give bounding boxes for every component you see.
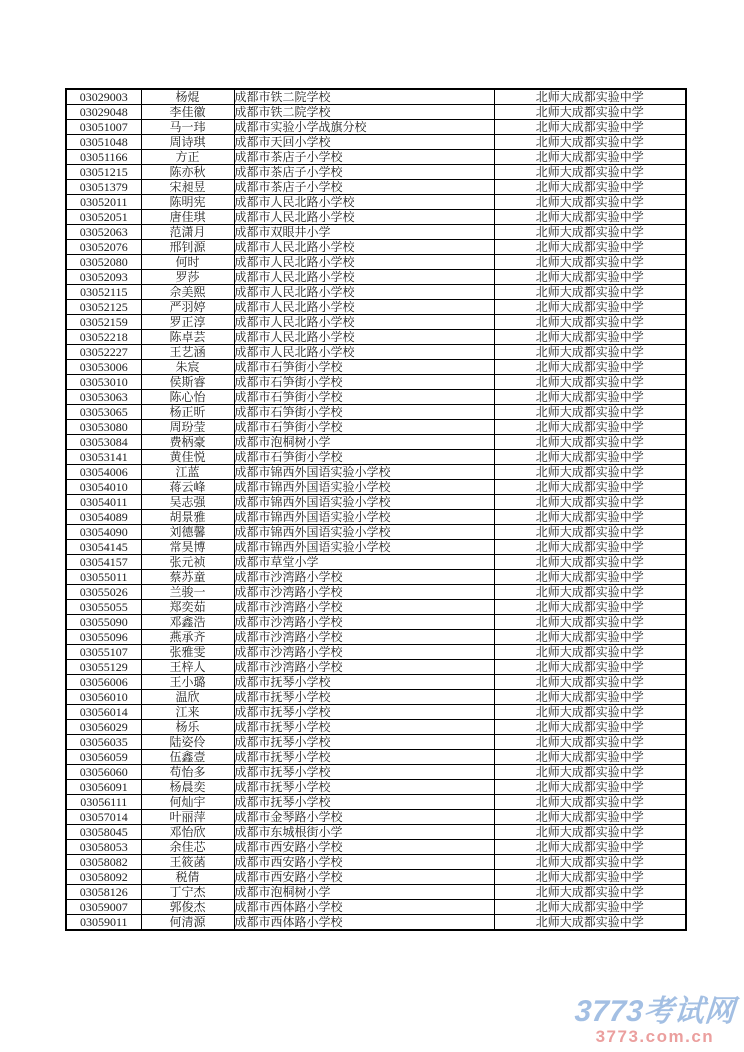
cell-student-name: 杨乐 <box>141 720 234 735</box>
cell-exam-id: 03055129 <box>66 660 141 675</box>
table-row <box>66 135 686 150</box>
cell-admitted-school: 北师大成都实验中学 <box>494 225 686 240</box>
cell-student-name: 伍鑫壹 <box>141 750 234 765</box>
cell-student-name: 苟怡多 <box>141 765 234 780</box>
cell-primary-school: 成都市人民北路小学校 <box>234 330 494 345</box>
cell-admitted-school: 北师大成都实验中学 <box>494 825 686 840</box>
table-row <box>66 630 686 645</box>
table-row <box>66 345 686 360</box>
cell-student-name: 陈卓芸 <box>141 330 234 345</box>
cell-primary-school: 成都市西体路小学校 <box>234 915 494 931</box>
cell-primary-school: 成都市草堂小学 <box>234 555 494 570</box>
table-row <box>66 465 686 480</box>
cell-primary-school: 成都市铁二院学校 <box>234 89 494 105</box>
cell-admitted-school: 北师大成都实验中学 <box>494 480 686 495</box>
table-row <box>66 420 686 435</box>
cell-exam-id: 03057014 <box>66 810 141 825</box>
cell-exam-id: 03029003 <box>66 89 141 105</box>
cell-student-name: 江来 <box>141 705 234 720</box>
table-row <box>66 900 686 915</box>
table-row <box>66 810 686 825</box>
table-row <box>66 660 686 675</box>
table-row <box>66 825 686 840</box>
cell-student-name: 余佳芯 <box>141 840 234 855</box>
cell-primary-school: 成都市西安路小学校 <box>234 870 494 885</box>
cell-admitted-school: 北师大成都实验中学 <box>494 89 686 105</box>
cell-admitted-school: 北师大成都实验中学 <box>494 240 686 255</box>
table-row <box>66 870 686 885</box>
cell-student-name: 费柄豪 <box>141 435 234 450</box>
cell-student-name: 王艺涵 <box>141 345 234 360</box>
cell-exam-id: 03053084 <box>66 435 141 450</box>
table-row <box>66 300 686 315</box>
table-row <box>66 570 686 585</box>
table-row <box>66 915 686 931</box>
cell-admitted-school: 北师大成都实验中学 <box>494 330 686 345</box>
cell-student-name: 陈明宪 <box>141 195 234 210</box>
cell-primary-school: 成都市沙湾路小学校 <box>234 600 494 615</box>
cell-primary-school: 成都市人民北路小学校 <box>234 315 494 330</box>
cell-primary-school: 成都市抚琴小学校 <box>234 780 494 795</box>
cell-exam-id: 03054090 <box>66 525 141 540</box>
cell-primary-school: 成都市双眼井小学 <box>234 225 494 240</box>
table-row <box>66 690 686 705</box>
cell-exam-id: 03051215 <box>66 165 141 180</box>
table-row <box>66 705 686 720</box>
cell-admitted-school: 北师大成都实验中学 <box>494 720 686 735</box>
table-row <box>66 180 686 195</box>
cell-student-name: 刘德馨 <box>141 525 234 540</box>
cell-primary-school: 成都市锦西外国语实验小学校 <box>234 495 494 510</box>
cell-primary-school: 成都市锦西外国语实验小学校 <box>234 480 494 495</box>
cell-exam-id: 03055090 <box>66 615 141 630</box>
cell-student-name: 温欣 <box>141 690 234 705</box>
cell-admitted-school: 北师大成都实验中学 <box>494 525 686 540</box>
cell-admitted-school: 北师大成都实验中学 <box>494 285 686 300</box>
cell-student-name: 黄佳悦 <box>141 450 234 465</box>
cell-admitted-school: 北师大成都实验中学 <box>494 705 686 720</box>
cell-student-name: 周诗琪 <box>141 135 234 150</box>
cell-exam-id: 03053006 <box>66 360 141 375</box>
cell-student-name: 郑奕茹 <box>141 600 234 615</box>
cell-admitted-school: 北师大成都实验中学 <box>494 255 686 270</box>
cell-student-name: 吴志强 <box>141 495 234 510</box>
cell-primary-school: 成都市石笋街小学校 <box>234 360 494 375</box>
cell-exam-id: 03052063 <box>66 225 141 240</box>
cell-primary-school: 成都市人民北路小学校 <box>234 255 494 270</box>
cell-exam-id: 03054010 <box>66 480 141 495</box>
cell-student-name: 马一玮 <box>141 120 234 135</box>
table-row <box>66 270 686 285</box>
cell-primary-school: 成都市西安路小学校 <box>234 855 494 870</box>
cell-admitted-school: 北师大成都实验中学 <box>494 450 686 465</box>
cell-admitted-school: 北师大成都实验中学 <box>494 495 686 510</box>
cell-exam-id: 03052051 <box>66 210 141 225</box>
cell-student-name: 燕承齐 <box>141 630 234 645</box>
cell-exam-id: 03052076 <box>66 240 141 255</box>
cell-primary-school: 成都市泡桐树小学 <box>234 435 494 450</box>
cell-exam-id: 03053063 <box>66 390 141 405</box>
table-row <box>66 210 686 225</box>
cell-exam-id: 03059007 <box>66 900 141 915</box>
cell-student-name: 张元祯 <box>141 555 234 570</box>
cell-exam-id: 03055026 <box>66 585 141 600</box>
cell-admitted-school: 北师大成都实验中学 <box>494 630 686 645</box>
cell-exam-id: 03053010 <box>66 375 141 390</box>
table-row <box>66 195 686 210</box>
table-row <box>66 855 686 870</box>
cell-exam-id: 03056029 <box>66 720 141 735</box>
cell-primary-school: 成都市实验小学战旗分校 <box>234 120 494 135</box>
watermark-site-url: 3773.com.cn <box>595 1027 715 1046</box>
cell-exam-id: 03054011 <box>66 495 141 510</box>
cell-exam-id: 03052115 <box>66 285 141 300</box>
cell-exam-id: 03058053 <box>66 840 141 855</box>
table-row <box>66 780 686 795</box>
cell-primary-school: 成都市人民北路小学校 <box>234 240 494 255</box>
table-row <box>66 585 686 600</box>
table-row <box>66 885 686 900</box>
table-row <box>66 405 686 420</box>
cell-primary-school: 成都市茶店子小学校 <box>234 180 494 195</box>
cell-admitted-school: 北师大成都实验中学 <box>494 360 686 375</box>
table-row <box>66 600 686 615</box>
cell-exam-id: 03056010 <box>66 690 141 705</box>
table-row <box>66 435 686 450</box>
table-row <box>66 765 686 780</box>
cell-exam-id: 03055055 <box>66 600 141 615</box>
cell-primary-school: 成都市锦西外国语实验小学校 <box>234 540 494 555</box>
table-row <box>66 540 686 555</box>
table-row <box>66 735 686 750</box>
cell-admitted-school: 北师大成都实验中学 <box>494 645 686 660</box>
cell-primary-school: 成都市人民北路小学校 <box>234 345 494 360</box>
cell-exam-id: 03052159 <box>66 315 141 330</box>
cell-exam-id: 03052218 <box>66 330 141 345</box>
table-row <box>66 225 686 240</box>
cell-admitted-school: 北师大成都实验中学 <box>494 165 686 180</box>
cell-admitted-school: 北师大成都实验中学 <box>494 765 686 780</box>
watermark-site-logo: 3773考试网 <box>573 995 736 1028</box>
cell-admitted-school: 北师大成都实验中学 <box>494 690 686 705</box>
cell-student-name: 丁宁杰 <box>141 885 234 900</box>
table-row <box>66 165 686 180</box>
table-row <box>66 120 686 135</box>
cell-admitted-school: 北师大成都实验中学 <box>494 585 686 600</box>
cell-exam-id: 03055107 <box>66 645 141 660</box>
cell-student-name: 王梓人 <box>141 660 234 675</box>
cell-admitted-school: 北师大成都实验中学 <box>494 600 686 615</box>
cell-student-name: 王筱菡 <box>141 855 234 870</box>
table-row <box>66 495 686 510</box>
cell-student-name: 蒋云峰 <box>141 480 234 495</box>
table-row <box>66 375 686 390</box>
cell-primary-school: 成都市沙湾路小学校 <box>234 615 494 630</box>
cell-admitted-school: 北师大成都实验中学 <box>494 390 686 405</box>
cell-student-name: 周玢莹 <box>141 420 234 435</box>
table-row <box>66 510 686 525</box>
cell-exam-id: 03056035 <box>66 735 141 750</box>
cell-primary-school: 成都市人民北路小学校 <box>234 285 494 300</box>
cell-student-name: 兰骏一 <box>141 585 234 600</box>
cell-primary-school: 成都市石笋街小学校 <box>234 420 494 435</box>
cell-admitted-school: 北师大成都实验中学 <box>494 120 686 135</box>
cell-exam-id: 03054006 <box>66 465 141 480</box>
cell-exam-id: 03051007 <box>66 120 141 135</box>
cell-admitted-school: 北师大成都实验中学 <box>494 615 686 630</box>
cell-primary-school: 成都市沙湾路小学校 <box>234 570 494 585</box>
cell-student-name: 陆姿伶 <box>141 735 234 750</box>
table-row <box>66 615 686 630</box>
cell-exam-id: 03056059 <box>66 750 141 765</box>
cell-primary-school: 成都市人民北路小学校 <box>234 210 494 225</box>
cell-student-name: 唐佳琪 <box>141 210 234 225</box>
cell-admitted-school: 北师大成都实验中学 <box>494 810 686 825</box>
cell-exam-id: 03058082 <box>66 855 141 870</box>
cell-exam-id: 03054157 <box>66 555 141 570</box>
cell-primary-school: 成都市锦西外国语实验小学校 <box>234 465 494 480</box>
cell-admitted-school: 北师大成都实验中学 <box>494 885 686 900</box>
table-row <box>66 795 686 810</box>
cell-student-name: 李佳徽 <box>141 105 234 120</box>
cell-admitted-school: 北师大成都实验中学 <box>494 105 686 120</box>
cell-exam-id: 03058092 <box>66 870 141 885</box>
cell-student-name: 王小璐 <box>141 675 234 690</box>
cell-primary-school: 成都市抚琴小学校 <box>234 765 494 780</box>
cell-admitted-school: 北师大成都实验中学 <box>494 375 686 390</box>
cell-primary-school: 成都市金琴路小学校 <box>234 810 494 825</box>
cell-student-name: 何时 <box>141 255 234 270</box>
table-row <box>66 105 686 120</box>
cell-student-name: 宋昶昱 <box>141 180 234 195</box>
cell-exam-id: 03056006 <box>66 675 141 690</box>
cell-admitted-school: 北师大成都实验中学 <box>494 315 686 330</box>
cell-student-name: 郭俊杰 <box>141 900 234 915</box>
cell-exam-id: 03055096 <box>66 630 141 645</box>
cell-exam-id: 03053141 <box>66 450 141 465</box>
cell-student-name: 邓鑫浩 <box>141 615 234 630</box>
table-row <box>66 675 686 690</box>
cell-student-name: 税倩 <box>141 870 234 885</box>
cell-primary-school: 成都市沙湾路小学校 <box>234 630 494 645</box>
cell-primary-school: 成都市抚琴小学校 <box>234 750 494 765</box>
cell-student-name: 胡景雅 <box>141 510 234 525</box>
cell-admitted-school: 北师大成都实验中学 <box>494 570 686 585</box>
cell-admitted-school: 北师大成都实验中学 <box>494 135 686 150</box>
cell-admitted-school: 北师大成都实验中学 <box>494 510 686 525</box>
table-row <box>66 390 686 405</box>
cell-primary-school: 成都市抚琴小学校 <box>234 690 494 705</box>
table-row <box>66 840 686 855</box>
cell-student-name: 邓怡欣 <box>141 825 234 840</box>
cell-primary-school: 成都市东城根街小学 <box>234 825 494 840</box>
cell-primary-school: 成都市人民北路小学校 <box>234 195 494 210</box>
cell-student-name: 张雅雯 <box>141 645 234 660</box>
cell-exam-id: 03059011 <box>66 915 141 931</box>
cell-admitted-school: 北师大成都实验中学 <box>494 900 686 915</box>
cell-student-name: 蔡苏童 <box>141 570 234 585</box>
cell-exam-id: 03056091 <box>66 780 141 795</box>
table-row <box>66 525 686 540</box>
cell-admitted-school: 北师大成都实验中学 <box>494 435 686 450</box>
cell-exam-id: 03058126 <box>66 885 141 900</box>
cell-exam-id: 03052080 <box>66 255 141 270</box>
cell-student-name: 何清源 <box>141 915 234 931</box>
cell-exam-id: 03052093 <box>66 270 141 285</box>
cell-primary-school: 成都市抚琴小学校 <box>234 675 494 690</box>
cell-exam-id: 03053065 <box>66 405 141 420</box>
table-row <box>66 360 686 375</box>
cell-admitted-school: 北师大成都实验中学 <box>494 465 686 480</box>
table-row <box>66 150 686 165</box>
table-row <box>66 285 686 300</box>
cell-exam-id: 03056060 <box>66 765 141 780</box>
cell-student-name: 叶丽萍 <box>141 810 234 825</box>
cell-student-name: 方正 <box>141 150 234 165</box>
table-row <box>66 450 686 465</box>
cell-primary-school: 成都市抚琴小学校 <box>234 705 494 720</box>
cell-student-name: 严羽婷 <box>141 300 234 315</box>
cell-admitted-school: 北师大成都实验中学 <box>494 555 686 570</box>
cell-student-name: 陈心怡 <box>141 390 234 405</box>
cell-primary-school: 成都市人民北路小学校 <box>234 270 494 285</box>
cell-exam-id: 03051166 <box>66 150 141 165</box>
cell-exam-id: 03058045 <box>66 825 141 840</box>
cell-primary-school: 成都市沙湾路小学校 <box>234 660 494 675</box>
cell-primary-school: 成都市沙湾路小学校 <box>234 645 494 660</box>
table-row <box>66 645 686 660</box>
table-row <box>66 555 686 570</box>
cell-exam-id: 03055011 <box>66 570 141 585</box>
table-row <box>66 315 686 330</box>
table-row <box>66 750 686 765</box>
cell-primary-school: 成都市天回小学校 <box>234 135 494 150</box>
cell-admitted-school: 北师大成都实验中学 <box>494 780 686 795</box>
cell-admitted-school: 北师大成都实验中学 <box>494 675 686 690</box>
cell-student-name: 罗正淳 <box>141 315 234 330</box>
cell-exam-id: 03056014 <box>66 705 141 720</box>
cell-exam-id: 03029048 <box>66 105 141 120</box>
cell-exam-id: 03051379 <box>66 180 141 195</box>
cell-student-name: 杨焜 <box>141 89 234 105</box>
cell-admitted-school: 北师大成都实验中学 <box>494 150 686 165</box>
cell-primary-school: 成都市锦西外国语实验小学校 <box>234 525 494 540</box>
cell-primary-school: 成都市抚琴小学校 <box>234 720 494 735</box>
cell-exam-id: 03052227 <box>66 345 141 360</box>
cell-primary-school: 成都市铁二院学校 <box>234 105 494 120</box>
cell-admitted-school: 北师大成都实验中学 <box>494 870 686 885</box>
cell-admitted-school: 北师大成都实验中学 <box>494 915 686 931</box>
cell-exam-id: 03052125 <box>66 300 141 315</box>
table-row <box>66 720 686 735</box>
cell-admitted-school: 北师大成都实验中学 <box>494 270 686 285</box>
cell-primary-school: 成都市石笋街小学校 <box>234 450 494 465</box>
cell-student-name: 佘美熙 <box>141 285 234 300</box>
cell-student-name: 邢钊源 <box>141 240 234 255</box>
table-row <box>66 330 686 345</box>
cell-primary-school: 成都市茶店子小学校 <box>234 165 494 180</box>
cell-admitted-school: 北师大成都实验中学 <box>494 345 686 360</box>
admission-roster-table <box>65 88 687 931</box>
cell-admitted-school: 北师大成都实验中学 <box>494 735 686 750</box>
table-row <box>66 480 686 495</box>
cell-student-name: 侯斯睿 <box>141 375 234 390</box>
cell-admitted-school: 北师大成都实验中学 <box>494 660 686 675</box>
cell-admitted-school: 北师大成都实验中学 <box>494 300 686 315</box>
cell-admitted-school: 北师大成都实验中学 <box>494 420 686 435</box>
cell-exam-id: 03052011 <box>66 195 141 210</box>
cell-primary-school: 成都市抚琴小学校 <box>234 735 494 750</box>
cell-admitted-school: 北师大成都实验中学 <box>494 795 686 810</box>
cell-admitted-school: 北师大成都实验中学 <box>494 180 686 195</box>
cell-student-name: 常昊博 <box>141 540 234 555</box>
cell-exam-id: 03054089 <box>66 510 141 525</box>
cell-admitted-school: 北师大成都实验中学 <box>494 210 686 225</box>
cell-admitted-school: 北师大成都实验中学 <box>494 540 686 555</box>
cell-primary-school: 成都市沙湾路小学校 <box>234 585 494 600</box>
cell-admitted-school: 北师大成都实验中学 <box>494 750 686 765</box>
cell-primary-school: 成都市石笋街小学校 <box>234 390 494 405</box>
cell-primary-school: 成都市石笋街小学校 <box>234 375 494 390</box>
cell-exam-id: 03051048 <box>66 135 141 150</box>
cell-student-name: 杨晨奕 <box>141 780 234 795</box>
cell-admitted-school: 北师大成都实验中学 <box>494 405 686 420</box>
cell-exam-id: 03054145 <box>66 540 141 555</box>
cell-student-name: 罗莎 <box>141 270 234 285</box>
cell-admitted-school: 北师大成都实验中学 <box>494 195 686 210</box>
cell-primary-school: 成都市泡桐树小学 <box>234 885 494 900</box>
cell-admitted-school: 北师大成都实验中学 <box>494 840 686 855</box>
cell-admitted-school: 北师大成都实验中学 <box>494 855 686 870</box>
cell-student-name: 何灿宇 <box>141 795 234 810</box>
cell-student-name: 杨正昕 <box>141 405 234 420</box>
table-row <box>66 240 686 255</box>
cell-exam-id: 03053080 <box>66 420 141 435</box>
cell-primary-school: 成都市茶店子小学校 <box>234 150 494 165</box>
watermark <box>575 986 735 1047</box>
cell-student-name: 朱宸 <box>141 360 234 375</box>
cell-primary-school: 成都市锦西外国语实验小学校 <box>234 510 494 525</box>
cell-primary-school: 成都市西安路小学校 <box>234 840 494 855</box>
table-row <box>66 89 686 105</box>
cell-student-name: 范潇月 <box>141 225 234 240</box>
cell-primary-school: 成都市石笋街小学校 <box>234 405 494 420</box>
cell-exam-id: 03056111 <box>66 795 141 810</box>
cell-student-name: 江蓝 <box>141 465 234 480</box>
cell-primary-school: 成都市抚琴小学校 <box>234 795 494 810</box>
cell-student-name: 陈亦秋 <box>141 165 234 180</box>
cell-primary-school: 成都市人民北路小学校 <box>234 300 494 315</box>
table-row <box>66 255 686 270</box>
cell-primary-school: 成都市西体路小学校 <box>234 900 494 915</box>
table-body <box>66 89 686 930</box>
